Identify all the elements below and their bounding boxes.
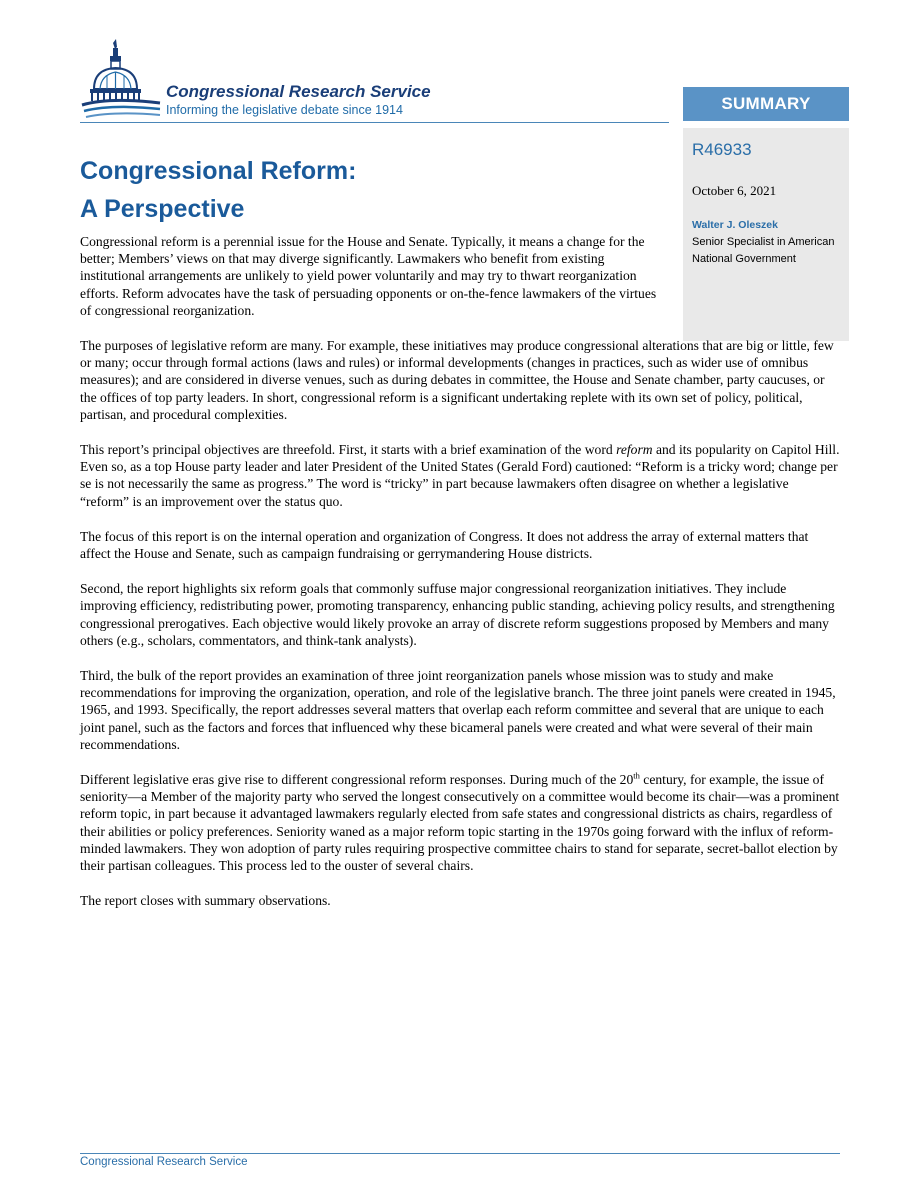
paragraph: The focus of this report is on the internal operation and organization of Congress. It does not address the array of external matters that affect the House and Senate, such as campaign fundraising or gerrymandering House districts.	[80, 528, 809, 562]
superscript-th: th	[633, 770, 640, 781]
author-name: Walter J. Oleszek	[692, 219, 778, 231]
paragraph: Congressional reform is a perennial issue for the House and Senate. Typically, it means a change for the better; Members’ views on that may diverge significantly. Lawmakers who benefit from existing institutional arrangements are unlikely to yield power voluntarily and may try to thwart reorganization efforts. Reform advocates have the task of persuading opponents or on-the-fence lawmakers of the virtues of congressional reorganization.	[80, 234, 657, 318]
organization-tagline: Informing the legislative debate since 1914	[166, 103, 403, 117]
title-line-1: Congressional Reform:	[80, 157, 357, 185]
paragraph: The purposes of legislative reform are many. For example, these initiatives may produce congressional alterations that are big or little, few or many; occur through formal actions (laws and rules) or informal developments (changes in practices, such as wider use of omnibus measures); and are considered in diverse venues, such as during debates in committee, the House and Senate chamber, party caucuses, or the offices of top party leaders. In short, congressional reform is a significant undertaking replete with its own set of policy, political, partisan, and procedural complexities.	[80, 338, 834, 422]
paragraph: This report’s principal objectives are threefold. First, it starts with a brief examination of the word reform and its popularity on Capitol Hill. Even so, as a top House party leader and later President of the United States (Gerald Ford) cautioned: “Reform is a tricky word; change per se is not necessarily the same as progress.” The word is “tricky” in part because lawmakers often disagree on whether a legislative “reform” is an improvement over the status quo.	[80, 442, 840, 509]
organization-name: Congressional Research Service	[166, 82, 431, 101]
paragraph: Different legislative eras give rise to different congressional reform responses. During much of the 20th century, for example, the issue of seniority—a Member of the majority party who served the longest consecutively on a committee would become its chair—was a prominent reform topic, in part because it advantaged lawmakers regularly elected from safe states and congressional districts as chairs, regardless of their abilities or policy preferences. Seniority waned as a major reform topic starting in the 1970s going forward with the influx of reform-minded lawmakers. They won adoption of party rules requiring prospective committee chairs to stand for separate, secret-ballot election by their partisan colleagues. This process led to the ouster of several chairs.	[80, 770, 840, 874]
paragraph: The report closes with summary observations.	[80, 893, 331, 909]
header-divider	[80, 122, 669, 123]
report-number: R46933	[692, 140, 752, 159]
summary-body	[80, 233, 840, 928]
report-date: October 6, 2021	[692, 183, 777, 198]
crs-header	[80, 30, 670, 125]
author-title: Senior Specialist in American National Government	[692, 236, 835, 265]
capitol-dome-icon	[80, 35, 162, 125]
document-title	[80, 152, 356, 228]
paragraph: Third, the bulk of the report provides an examination of three joint reorganization panels whose mission was to study and make recommendations for improving the organization, operation, and role of the legislative branch. The three joint panels were created in 1945, 1965, and 1993. Specifically, the report addresses several matters that overlap each reform committee and several that are unique to each joint panel, such as the factors and forces that influenced why these bicameral panels were created and what were several of their main recommendations.	[80, 668, 836, 752]
footer-divider	[80, 1153, 840, 1154]
title-line-2: A Perspective	[80, 195, 245, 223]
footer-text: Congressional Research Service	[80, 1156, 248, 1168]
paragraph: Second, the report highlights six reform goals that commonly suffuse major congressional reorganization initiatives. They include improving efficiency, redistributing power, promoting transparency, enhancing public standing, achieving policy results, and strengthening congressional prerogatives. Each objective would likely provoke an array of discrete reform suggestions proposed by Members and many others (e.g., scholars, commentators, and think-tank analysts).	[80, 581, 835, 648]
emphasis-reform: reform	[616, 442, 653, 458]
summary-label: SUMMARY	[683, 87, 849, 121]
